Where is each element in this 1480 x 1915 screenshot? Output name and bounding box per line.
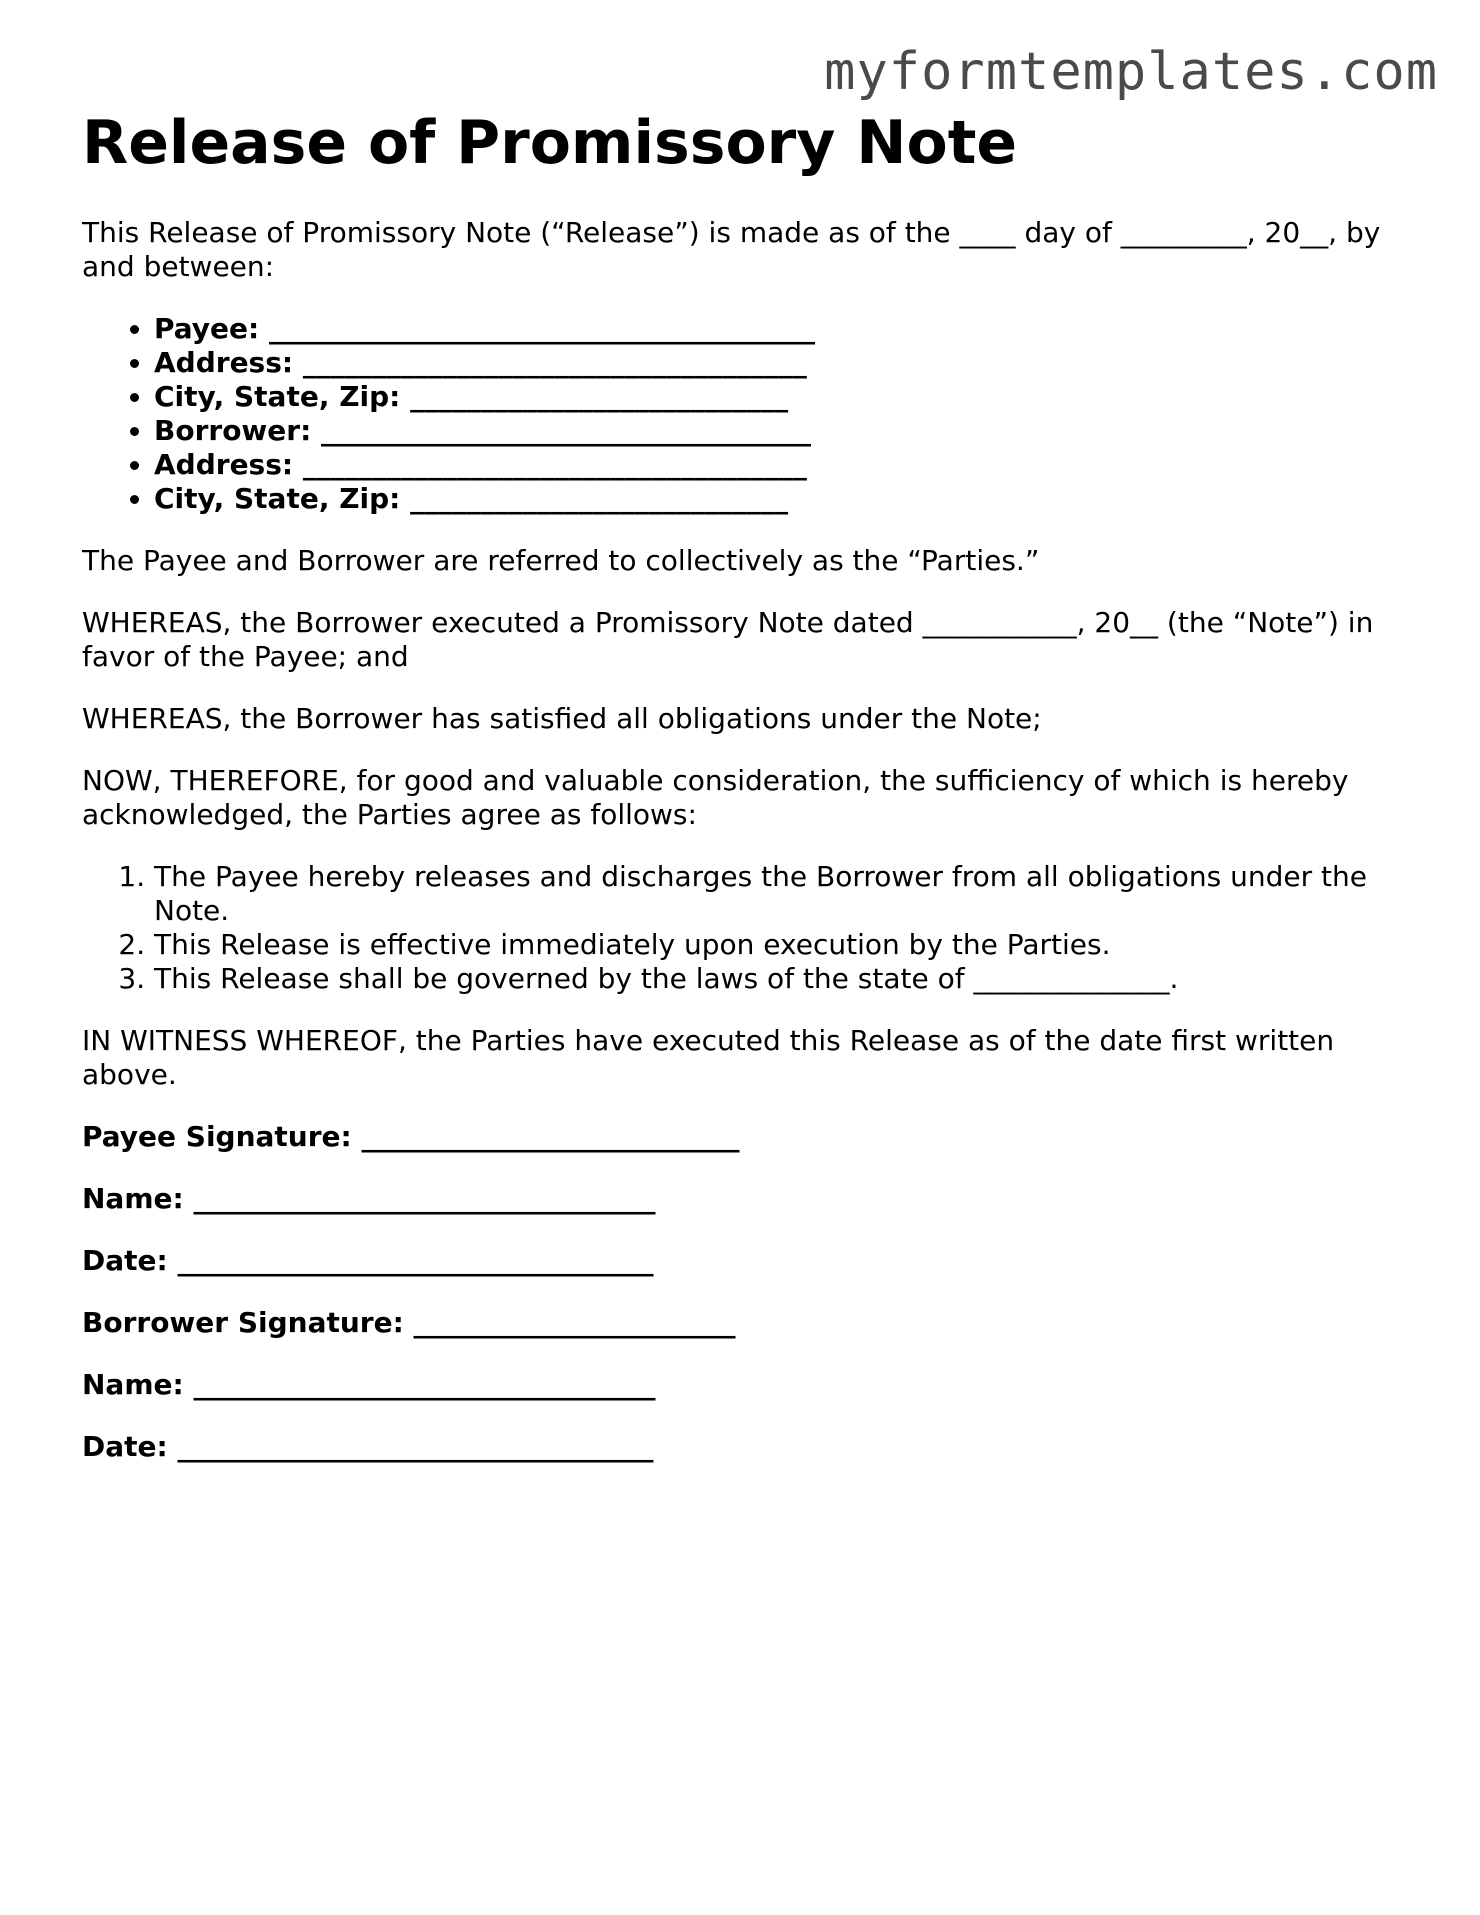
party-payee-address: • Address: ____________________________________	[154, 346, 1402, 380]
payee-name-line: Name: _________________________________	[82, 1182, 656, 1215]
borrower-date-line: Date: __________________________________	[82, 1430, 654, 1463]
borrower-signature-line: Borrower Signature: _______________________	[82, 1306, 736, 1339]
party-payee: • Payee: _______________________________________	[154, 312, 1402, 346]
now-therefore-paragraph: NOW, THEREFORE, for good and valuable consideration, the sufficiency of which is hereby acknowledged, the Parties agree as follows:	[82, 764, 1349, 831]
whereas-note-paragraph: WHEREAS, the Borrower executed a Promissory Note dated ___________, 20__ (the “Note”) in favor of the Payee; and	[82, 606, 1374, 673]
payee-date-line: Date: __________________________________	[82, 1244, 654, 1277]
party-payee-city-state-zip: • City, State, Zip: ___________________________	[154, 380, 1402, 414]
term-governing-law: 3. This Release shall be governed by the laws of the state of ______________.	[154, 962, 1402, 996]
payee-signature-line: Payee Signature: ___________________________	[82, 1120, 740, 1153]
parties-list	[82, 312, 1402, 516]
page-title: Release of Promissory Note	[82, 108, 1018, 178]
term-release: 1. The Payee hereby releases and discharges the Borrower from all obligations under the Note.	[154, 860, 1402, 928]
whereas-satisfied-paragraph: WHEREAS, the Borrower has satisfied all obligations under the Note;	[82, 702, 1042, 735]
term-effective: 2. This Release is effective immediately upon execution by the Parties.	[154, 928, 1402, 962]
document-body	[82, 110, 1402, 1492]
party-borrower-address: • Address: ____________________________________	[154, 448, 1402, 482]
collective-paragraph: The Payee and Borrower are referred to collectively as the “Parties.”	[82, 544, 1040, 577]
borrower-name-line: Name: _________________________________	[82, 1368, 656, 1401]
party-borrower-city-state-zip: • City, State, Zip: ___________________________	[154, 482, 1402, 516]
intro-paragraph: This Release of Promissory Note (“Release”) is made as of the ____ day of _________, 20__, by and between:	[82, 216, 1381, 283]
terms-list	[82, 860, 1402, 996]
party-borrower: • Borrower: ___________________________________	[154, 414, 1402, 448]
watermark: myformtemplates.com	[824, 42, 1438, 102]
witness-paragraph: IN WITNESS WHEREOF, the Parties have executed this Release as of the date first written above.	[82, 1024, 1335, 1091]
